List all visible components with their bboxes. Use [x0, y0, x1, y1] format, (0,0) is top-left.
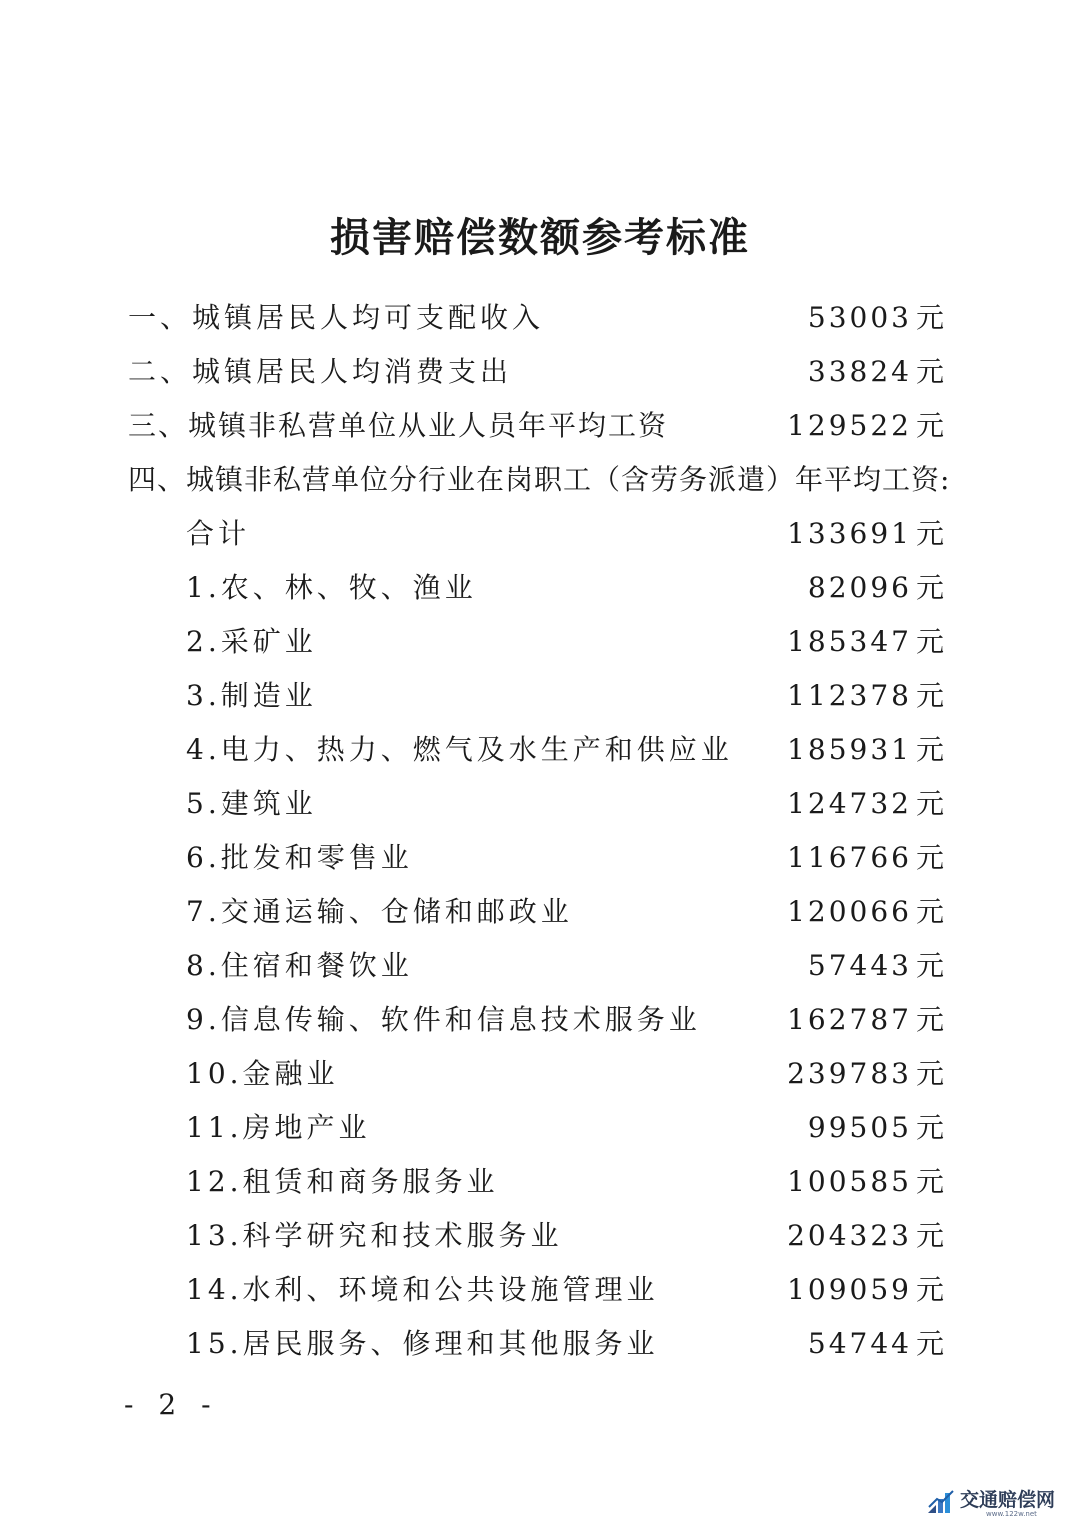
- industry-label: 2.采矿业: [186, 625, 317, 658]
- industry-amount: 239783 元: [787, 1057, 944, 1090]
- item-label: 一、城镇居民人均可支配收入: [128, 301, 545, 334]
- industry-row: [0, 730, 1080, 770]
- industry-amount: 112378 元: [787, 679, 944, 712]
- item-label: 四、城镇非私营单位分行业在岗职工（含劳务派遣）年平均工资:: [128, 463, 951, 496]
- industry-label: 10.金融业: [186, 1057, 339, 1090]
- industry-label: 1.农、林、牧、渔业: [186, 571, 477, 604]
- site-logo-icon: [926, 1487, 956, 1517]
- item-row: [0, 352, 1080, 392]
- industry-amount: 120066 元: [787, 895, 944, 928]
- industry-label: 11.房地产业: [186, 1111, 371, 1144]
- industry-row: [0, 568, 1080, 608]
- industry-row: [0, 514, 1080, 554]
- industry-label: 13.科学研究和技术服务业: [186, 1219, 563, 1252]
- industry-label: 合计: [186, 517, 251, 550]
- industry-amount: 54744 元: [807, 1327, 944, 1360]
- industry-row: [0, 1162, 1080, 1202]
- document-title: 损害赔偿数额参考标准: [330, 214, 750, 261]
- industry-row: [0, 1000, 1080, 1040]
- industry-row: [0, 1108, 1080, 1148]
- watermark-site: www.122w.net: [986, 1510, 1037, 1518]
- industry-row: [0, 784, 1080, 824]
- industry-row: [0, 838, 1080, 878]
- industry-amount: 185347 元: [787, 625, 944, 658]
- industry-amount: 124732 元: [787, 787, 944, 820]
- industry-amount: 204323 元: [787, 1219, 944, 1252]
- industry-label: 3.制造业: [186, 679, 317, 712]
- industry-amount: 100585 元: [787, 1165, 944, 1198]
- watermark: [926, 1483, 1066, 1523]
- industry-row: [0, 892, 1080, 932]
- industry-amount: 185931 元: [787, 733, 944, 766]
- industry-label: 9.信息传输、软件和信息技术服务业: [186, 1003, 701, 1036]
- industry-amount: 82096 元: [807, 571, 944, 604]
- industry-label: 7.交通运输、仓储和邮政业: [186, 895, 573, 928]
- item-label: 二、城镇居民人均消费支出: [128, 355, 513, 388]
- industry-label: 5.建筑业: [186, 787, 317, 820]
- item-row: [0, 406, 1080, 446]
- industry-label: 6.批发和零售业: [186, 841, 413, 874]
- industry-amount: 116766 元: [787, 841, 944, 874]
- industry-row: [0, 1054, 1080, 1094]
- industry-label: 8.住宿和餐饮业: [186, 949, 413, 982]
- industry-row: [0, 946, 1080, 986]
- industry-label: 14.水利、环境和公共设施管理业: [186, 1273, 659, 1306]
- industry-amount: 133691 元: [787, 517, 944, 550]
- item-amount: 33824 元: [807, 355, 944, 388]
- industry-label: 15.居民服务、修理和其他服务业: [186, 1327, 659, 1360]
- item-amount: 129522 元: [787, 409, 944, 442]
- industry-amount: 109059 元: [787, 1273, 944, 1306]
- page-number: - 2 -: [124, 1388, 219, 1421]
- industry-row: [0, 676, 1080, 716]
- industry-label: 12.租赁和商务服务业: [186, 1165, 499, 1198]
- item-row: [0, 298, 1080, 338]
- industry-row: [0, 1216, 1080, 1256]
- industry-label: 4.电力、热力、燃气及水生产和供应业: [186, 733, 733, 766]
- item-amount: 53003 元: [807, 301, 944, 334]
- industry-amount: 57443 元: [807, 949, 944, 982]
- item-label: 三、城镇非私营单位从业人员年平均工资: [128, 409, 669, 442]
- industry-amount: 99505 元: [807, 1111, 944, 1144]
- industry-row: [0, 622, 1080, 662]
- item-row: [0, 460, 1080, 500]
- watermark-text: 交通赔偿网: [960, 1489, 1056, 1511]
- industry-amount: 162787 元: [787, 1003, 944, 1036]
- industry-row: [0, 1270, 1080, 1310]
- industry-row: [0, 1324, 1080, 1364]
